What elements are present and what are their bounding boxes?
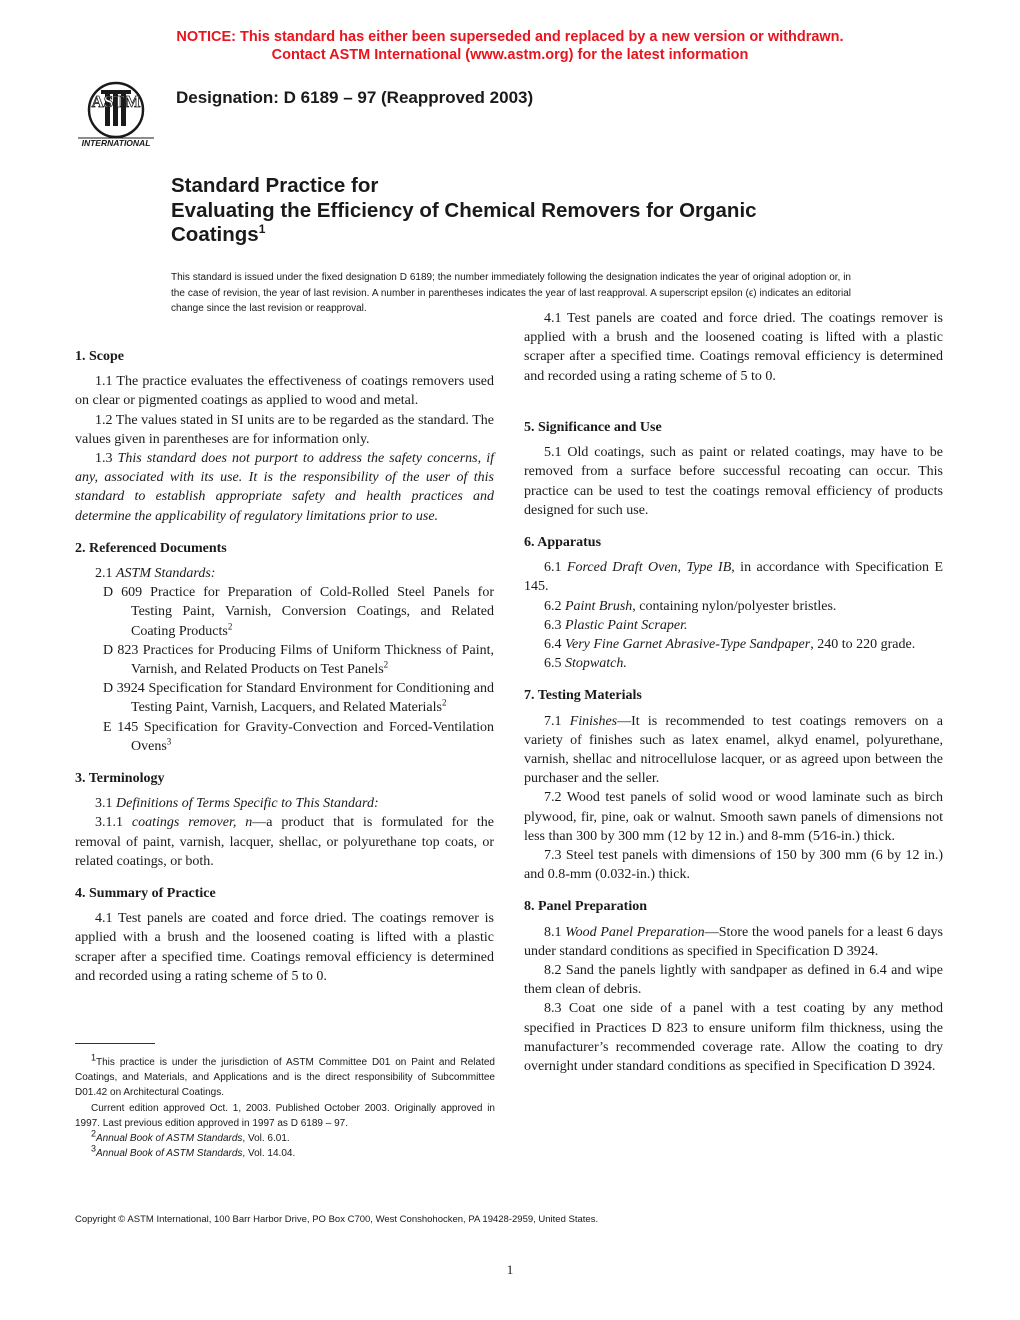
- logo-top-text: ASTM: [91, 92, 141, 111]
- footnote-1-edition: Current edition approved Oct. 1, 2003. Published October 2003. Originally approved in 1997. Last previous edition approved in 1997 as D 6189 – 97.: [75, 1102, 495, 1129]
- para-4-1-continued: 4.1 Test panels are coated and force dried. The coatings remover is applied with a brush and the loosened coating is lifted with a plastic scraper after a specified time. Coatings removal efficiency is determined and recorded using a rating scheme of 5 to 0.: [524, 311, 943, 384]
- left-column: [75, 347, 495, 984]
- para-7-3: 7.3 Steel test panels with dimensions of 150 by 300 mm (6 by 12 in.) and 0.8-mm (0.032-in.) thick.: [524, 848, 943, 883]
- designation: Designation: D 6189 – 97 (Reapproved 2003): [176, 88, 534, 107]
- para-1-1: 1.1 The practice evaluates the effectiveness of coatings removers used on clear or pigmented coatings as applied to wood and metal.: [75, 374, 494, 409]
- para-8-3: 8.3 Coat one side of a panel with a test coating by any method specified in Practices D 823 to ensure uniform film thickness, using the manufacturer’s recommended coverage rate. Allow the coating to dry overnight under standard conditions as specified in Specification D 3924.: [524, 1001, 943, 1075]
- copyright: Copyright © ASTM International, 100 Barr Harbor Drive, PO Box C700, West Conshohocken, PA 19428-2959, United States.: [75, 1214, 599, 1225]
- para-2-1: 2.1 ASTM Standards:: [95, 566, 216, 582]
- footnote-rule: [75, 1043, 155, 1044]
- footnote-3: $^3$Annual Book of ASTM Standards, Vol. 14.04.: [91, 1143, 296, 1160]
- para-1-3: 1.3 This standard does not purport to address the safety concerns, if any, associated with its use. It is the responsibility of the user of this standard to establish appropriate safety and health practices and determine the applicability of regulatory limitations prior to use.: [75, 451, 495, 524]
- para-4-1: 4.1 Test panels are coated and force dried. The coatings remover is applied with a brush and the loosened coating is lifted with a plastic scraper after a specified time. Coatings removal efficiency is determined and recorded using a rating scheme of 5 to 0.: [75, 911, 494, 984]
- right-column: [524, 311, 944, 1076]
- footnote-2: $^2$Annual Book of ASTM Standards, Vol. 6.01.: [91, 1128, 290, 1145]
- reference-d823: D 823 Practices for Producing Films of Uniform Thickness of Paint, Varnish, and Related Products on Test Panels$^2$: [103, 642, 494, 678]
- page-title: [171, 174, 891, 248]
- title-footnote-mark: 1: [258, 222, 266, 237]
- section-4-heading: 4. Summary of Practice: [75, 886, 216, 902]
- para-3-1-1: 3.1.1 coatings remover, n—a product that is formulated for the removal of paint, varnish, lacquer, shellac, or polyurethane top coats, or related coatings, or both.: [75, 815, 494, 869]
- para-6-3: 6.3 Plastic Paint Scraper.: [544, 617, 688, 633]
- para-6-2: 6.2 Paint Brush, containing nylon/polyester bristles.: [544, 598, 837, 614]
- logo-bottom-text: INTERNATIONAL: [81, 138, 151, 148]
- para-7-1: 7.1 Finishes—It is recommended to test coatings removers on a variety of finishes such as latex enamel, alkyd enamel, polyurethane, varnish, shellac and nitrocellulose lacquer, or as agreed upon between the purchaser and the seller.: [524, 713, 944, 787]
- section-3-heading: 3. Terminology: [75, 771, 165, 787]
- section-6-heading: 6. Apparatus: [524, 535, 602, 551]
- withdrawal-notice: [0, 28, 1020, 64]
- section-8-heading: 8. Panel Preparation: [524, 899, 648, 915]
- title-line-1: Standard Practice for: [171, 174, 379, 197]
- title-line-3: Coatings$^1$: [171, 222, 266, 246]
- page-number: 1: [506, 1262, 514, 1277]
- para-7-2: 7.2 Wood test panels of solid wood or wood laminate such as birch plywood, fir, pine, oak or walnut. Smooth sawn panels of dimensions not less than 300 by 300 mm (12 by 12 in.) and 8-mm (5⁄16-in.) thick.: [524, 790, 943, 844]
- footnote-1: $^1$This practice is under the jurisdiction of ASTM Committee D01 on Paint and Related Coatings, and Materials, and Applications and is the direct responsibility of Subcommittee D01.42 on Architectural Coatings.: [75, 1052, 495, 1099]
- para-6-4: 6.4 Very Fine Garnet Abrasive-Type Sandpaper, 240 to 220 grade.: [544, 637, 916, 653]
- para-8-2: 8.2 Sand the panels lightly with sandpaper as defined in 6.4 and wipe them clean of debris.: [524, 963, 943, 998]
- para-6-5: 6.5 Stopwatch.: [544, 656, 627, 672]
- para-3-1: 3.1 Definitions of Terms Specific to This Standard:: [95, 796, 379, 812]
- reference-e145: E 145 Specification for Gravity-Convection and Forced-Ventilation Ovens$^3$: [103, 719, 494, 754]
- section-5-heading: 5. Significance and Use: [524, 420, 662, 435]
- reference-d3924: D 3924 Specification for Standard Environment for Conditioning and Testing Paint, Varnish, Lacquers, and Related Materials$^2$: [103, 681, 494, 716]
- notice-line-2: Contact ASTM International (www.astm.org) for the latest information: [271, 47, 749, 63]
- footnotes: [75, 1052, 495, 1161]
- para-5-1: 5.1 Old coatings, such as paint or related coatings, may have to be removed from a surface before successful recoating can occur. This practice can be used to test the coatings removal efficiency of products designed for such use.: [524, 445, 943, 518]
- section-1-heading: 1. Scope: [75, 349, 124, 364]
- preamble: This standard is issued under the fixed designation D 6189; the number immediately following the designation indicates the year of original adoption or, in the case of revision, the year of last revision. A number in parentheses indicates the year of last reapproval. A superscript epsilon (ϵ) indicates an editorial change since the last revision or reapproval.: [171, 272, 851, 314]
- section-7-heading: 7. Testing Materials: [524, 688, 642, 704]
- section-2-heading: 2. Referenced Documents: [75, 540, 227, 556]
- title-line-2: Evaluating the Efficiency of Chemical Removers for Organic: [171, 198, 757, 222]
- reference-d609: D 609 Practice for Preparation of Cold-Rolled Steel Panels for Testing Paint, Varnish, Conversion Coatings, and Related Coating Products$^2$: [103, 585, 494, 639]
- para-1-2: 1.2 The values stated in SI units are to be regarded as the standard. The values given in parentheses are for information only.: [75, 412, 494, 447]
- para-8-1: 8.1 Wood Panel Preparation—Store the wood panels for a least 6 days under standard conditions as specified in Specification D 3924.: [524, 924, 943, 959]
- para-6-1: 6.1 Forced Draft Oven, Type IB, in accordance with Specification E 145.: [524, 560, 943, 595]
- astm-logo: [68, 76, 164, 150]
- notice-line-1: NOTICE: This standard has either been superseded and replaced by a new version or withdrawn.: [176, 29, 844, 45]
